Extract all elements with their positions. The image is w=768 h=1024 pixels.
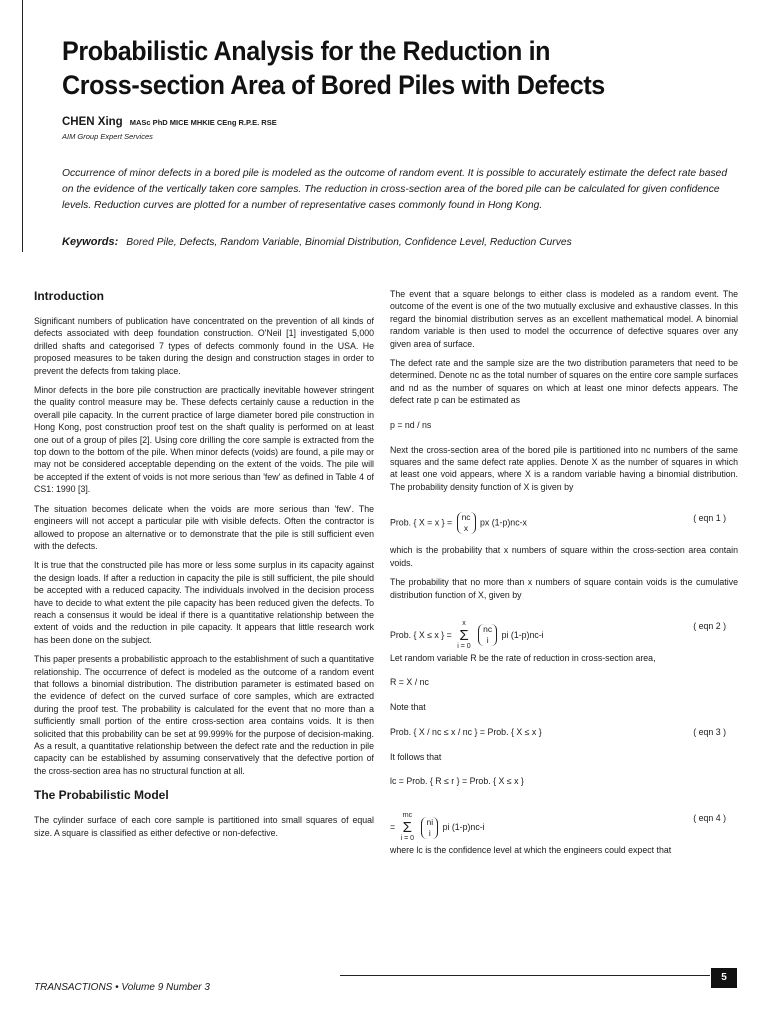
author-line (62, 116, 277, 128)
abstract: Occurrence of minor defects in a bored pile is modeled as the outcome of random event. It is possible to accurately estimate the defect rate based on the evidence of the vertically taken core samples. The reduction in cross-section area of the bored pile can be calculated for given confidence levels. Reduction curves are plotted for a number of representative cases commonly found in Hong Kong. (62, 168, 728, 211)
keywords-line (62, 236, 742, 248)
model-paragraph-3: The defect rate and the sample size are the two distribution parameters that need to be determined. Denote nc as the total number of squares on the entire core sample surfaces and nd as the number of squares on which at least one minor defects appears. The defect rate p can be estimated as (390, 358, 738, 406)
keywords-label: Keywords: (62, 236, 119, 248)
binomial-coefficient: nc i (478, 624, 497, 646)
journal-footer: TRANSACTIONS • Volume 9 Number 3 (34, 982, 210, 993)
equation-confidence-level: lc = Prob. { R ≤ r } = Prob. { X ≤ x } (390, 776, 524, 787)
equation-2-tag: ( eqn 2 ) (693, 620, 726, 631)
title-line-2: Cross-section Area of Bored Piles with Defects (62, 70, 605, 100)
author-affiliation: AIM Group Expert Services (62, 132, 153, 141)
model-paragraph-2: The event that a square belongs to either class is modeled as a random event. The outcome of the event is one of the two mutually exclusive and exhaustive classes. In this regard the binomial distribution serves as an excellent mathematical model. A binomial random variable is then used to model the occurrence of defective squares over any given area of surface. (390, 289, 738, 349)
left-margin-rule (22, 0, 23, 252)
model-paragraph-9: It follows that (390, 751, 442, 762)
page-number: 5 (711, 968, 737, 988)
model-paragraph-10: where lc is the confidence level at which the engineers could expect that (390, 845, 672, 856)
intro-paragraph-2: Minor defects in the bore pile construction are practically inevitable however stringent the quality control measure may be. These defects certainly cause a reduction in the overall pile capacity. In the current practice of large diameter bored pile construction in Hong Kong, post construction proof test on the shaft quality is performed on at least one out of a group of piles [2]. Using core drilling the core sample is extracted from the top down to the bottom of the pile. When minor defects (voids) are found, a pile may or may not be considered acceptable depending on the extent of the voids. The pile will be accepted if the extent of voids is not more serious than 'few' as defined in Table 4 of CS1: 1990 [3]. (34, 385, 374, 495)
equation-2: Prob. { X ≤ x } = x Σ i = 0 nc i pi (1-p)nc-i ( eqn 2 ) (390, 619, 726, 650)
equation-1: Prob. { X = x } = nc x px (1-p)nc-x ( eqn 1 ) (390, 512, 726, 534)
equation-1-tag: ( eqn 1 ) (693, 513, 726, 524)
heading-probabilistic-model: The Probabilistic Model (34, 788, 169, 803)
right-column (390, 288, 738, 864)
left-column (34, 288, 374, 846)
intro-paragraph-1: Significant numbers of publication have concentrated on the prevention of all kinds of defects associated with deep foundation construction. O'Neil [1] investigated 5,000 drilled shafts and categorised 7 types of defects commonly found in the USA. He proposed measures to be taken during the design and construction stages in order to prevent the defects from taking place. (34, 316, 374, 376)
paper-title (62, 34, 694, 102)
footer-rule (340, 975, 710, 976)
author-credentials: MASc PhD MICE MHKIE CEng R.P.E. RSE (129, 118, 277, 127)
model-paragraph-7: Let random variable R be the rate of reduction in cross-section area, (390, 652, 656, 663)
keywords-list: Bored Pile, Defects, Random Variable, Binomial Distribution, Confidence Level, Reduction Curves (126, 237, 572, 248)
equation-defect-rate: p = nd / ns (390, 419, 432, 430)
equation-4: = rnc Σ i = 0 ni i pi (1-p)nc-i ( eqn 4 ) (390, 812, 726, 843)
summation-sign: rnc Σ i = 0 (400, 812, 415, 843)
model-paragraph-8: Note that (390, 702, 426, 713)
model-paragraph-4: Next the cross-section area of the bored pile is partitioned into nc numbers of the same squares and the same defect rate applies. Denote X as the number of squares in which at least one void appears, where X is a random variable having a binomial distribution. The probability density function of X is given by (390, 444, 738, 492)
intro-paragraph-4: It is true that the constructed pile has more or less some surplus in its capacity against the design loads. If after a reduction in capacity the pile is still sufficient, the pile should be accepted with a reduced capacity. The individuals involved in the decision process have to decide to what extent the pile capacity has been reduced given the defects. To reach a consensus it would be ideal if there is a quantitative relationship between the extent of voids and the reduction in pile capacity. It appears that little research work has been done on the subject. (34, 560, 374, 645)
binomial-coefficient: nc x (457, 512, 476, 534)
model-paragraph-6: The probability that no more than x numbers of square contain voids is the cumulative distribution function of X, given by (390, 577, 738, 600)
equation-reduction-rate: R = X / nc (390, 677, 429, 688)
intro-paragraph-3: The situation becomes delicate when the voids are more serious than 'few'. The engineers will not accept a particular pile with visible defects. Often the contractor is allowed to propose an alternative or to demonstrate that the pile is still sufficient even with the defects. (34, 503, 374, 551)
title-line-1: Probabilistic Analysis for the Reduction in (62, 36, 551, 66)
binomial-coefficient: ni i (421, 817, 438, 839)
equation-4-tag: ( eqn 4 ) (693, 813, 726, 824)
equation-3: Prob. { X / nc ≤ x / nc } = Prob. { X ≤ x } ( eqn 3 ) (390, 726, 726, 737)
model-paragraph-1: The cylinder surface of each core sample is partitioned into small squares of equal size. A square is classified as either defective or non-defective. (34, 815, 374, 838)
model-paragraph-5: which is the probability that x numbers of square within the cross-section area contain voids. (390, 545, 738, 568)
author-name: CHEN Xing (62, 116, 123, 128)
intro-paragraph-5: This paper presents a probabilistic approach to the establishment of such a quantitative relationship. The occurrence of defect is modeled as the outcome of a random event that follows a binomial distribution. The distribution parameter is estimated based on the evidence of defect on the curved surface of core samples, which are extracted during the proof test. The probability is calculated for the event that no more than a sufficiently small portion of the entire cross-section area contains voids. It is then solicited that this probability can be set at 99.999% for the purpose of decision-making. As a result, a quantitative relationship between the defect rate and the reduction in pile capacity can be established by assuming conservatively that the defective portion of the cross-section area has no structural function at all. (34, 654, 374, 776)
heading-introduction: Introduction (34, 289, 104, 303)
summation-sign: x Σ i = 0 (457, 619, 471, 650)
equation-3-tag: ( eqn 3 ) (693, 726, 726, 737)
